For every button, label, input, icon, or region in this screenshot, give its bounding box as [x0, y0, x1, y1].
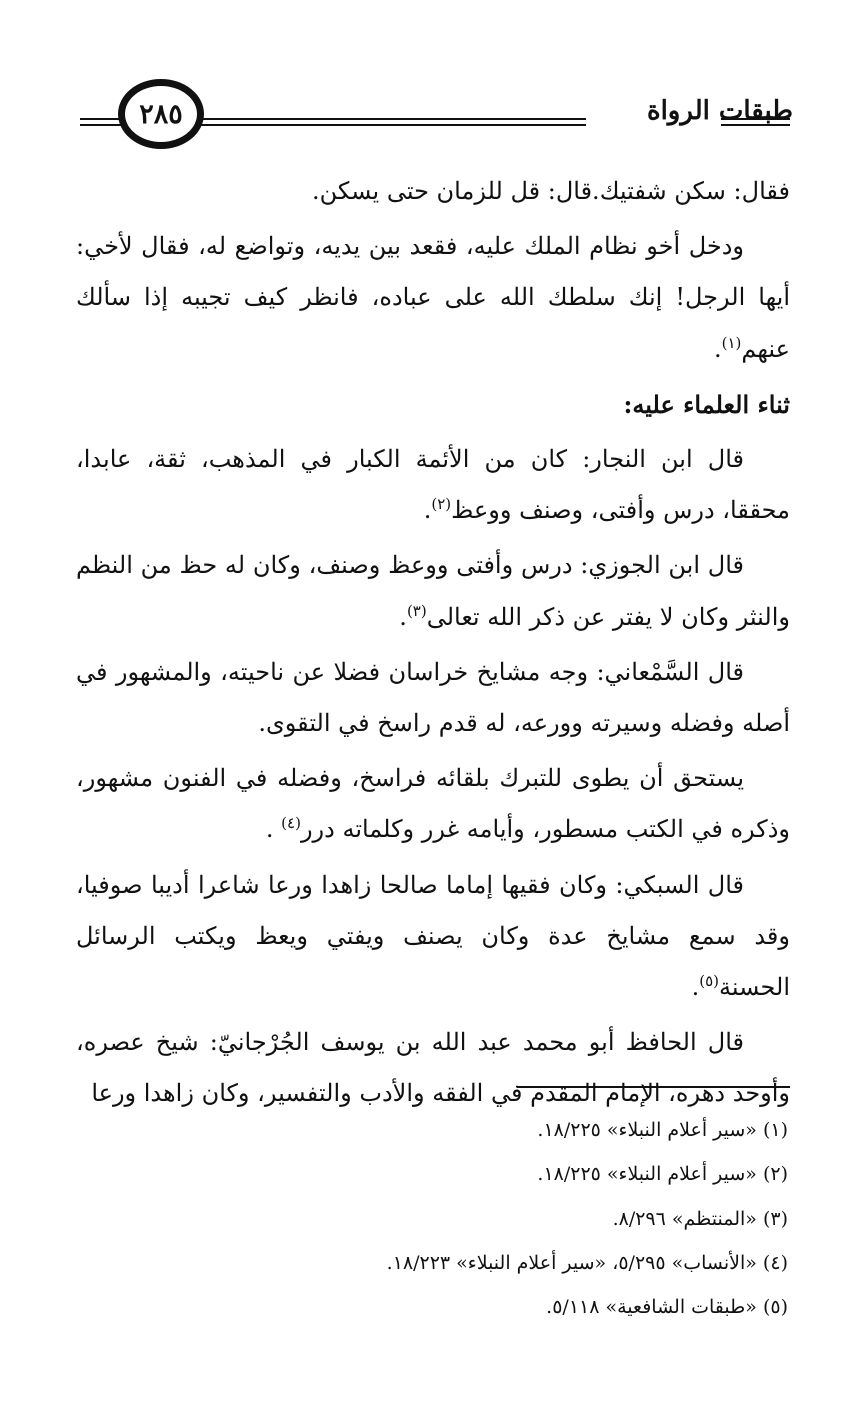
footnote-item: (٤) «الأنساب» ٥/٢٩٥، «سير أعلام النبلاء» ١٨/٢٢٣. [386, 1251, 788, 1274]
paragraph-text: قال السَّمْعاني: وجه مشايخ خراسان فضلا عن ناحيته، والمشهور في أصله وفضله وسيرته وورعه، له قدم راسخ في التقوى. [76, 657, 790, 738]
footnote-item: (٣) «المنتظم» ٨/٢٩٦. [612, 1207, 788, 1230]
footnote-ref: (٤) [281, 814, 301, 833]
header-rule-mid-top [198, 118, 586, 120]
footnote-item: (٢) «سير أعلام النبلاء» ١٨/٢٢٥. [537, 1163, 788, 1186]
paragraph-text: قال ابن الجوزي: درس وأفتى ووعظ وصنف، وكان له حظ من النظم والنثر وكان لا يفتر عن ذكر الله تعالى [76, 551, 790, 631]
running-title: طبقات الرواة [646, 96, 793, 126]
main-text [76, 166, 790, 1124]
paragraph-text: ودخل أخو نظام الملك عليه، فقعد بين يديه، وتواضع له، فقال لأخي: أيها الرجل! إنك سلطك الله على عباده، فانظر كيف تجيبه إذا سألك عنهم [76, 232, 791, 363]
paragraph-end: . [423, 496, 432, 525]
header-rule-mid-bottom [198, 124, 586, 126]
paragraph [76, 1017, 790, 1119]
paragraph [76, 647, 790, 749]
paragraph-end: . [265, 815, 282, 844]
paragraph-text: يستحق أن يطوى للتبرك بلقائه فراسخ، وفضله في الفنون مشهور، وذكره في الكتب مسطور، وأيامه غرر وكلماته درر [76, 764, 790, 844]
paragraph-text: فقال: سكن شفتيك.قال: قل للزمان حتى يسكن. [311, 177, 790, 205]
page-number-text: ٢٨٥ [139, 98, 183, 130]
paragraph [76, 221, 790, 375]
paragraph-end: . [691, 973, 700, 1002]
paragraph [76, 860, 790, 1014]
section-heading-text: ثناء العلماء عليه: [623, 389, 790, 419]
paragraph [76, 753, 790, 855]
footnote-ref: (١) [721, 333, 742, 352]
footnote-ref: (٣) [406, 601, 427, 620]
paragraph-text: قال السبكي: وكان فقيها إماما صالحا زاهدا ورعا شاعرا أديبا صوفيا، وقد سمع مشايخ عدة وكان يصنف ويفتي ويعظ ويكتب الرسائل الحسنة [76, 870, 790, 1002]
paragraph [76, 166, 790, 217]
section-heading [76, 379, 790, 430]
paragraph-end: . [399, 602, 407, 631]
footnote-item: (١) «سير أعلام النبلاء» ١٨/٢٢٥. [537, 1119, 788, 1141]
footnotes [76, 1108, 788, 1329]
footnote-ref: (٢) [431, 495, 452, 514]
paragraph-end: . [713, 334, 722, 363]
footnote-separator [517, 1086, 790, 1088]
footnote-ref: (٥) [699, 972, 719, 991]
paragraph-text: قال الحافظ أبو محمد عبد الله بن يوسف الجُرْجانيّ: شيخ عصره، وأوحد دهره، الإمام المقدم في الفقه والأدب والتفسير، وكان زاهدا ورعا [76, 1028, 790, 1108]
paragraph-text: قال ابن النجار: كان من الأئمة الكبار في المذهب، ثقة، عابدا، محققا، درس وأفتى، وصنف ووعظ [76, 445, 790, 525]
paragraph [76, 540, 790, 642]
page-number [118, 79, 204, 149]
header-rule-left-bottom [80, 124, 124, 126]
footnote-item: (٥) «طبقات الشافعية» ٥/١١٨. [546, 1296, 788, 1319]
paragraph [76, 434, 790, 536]
